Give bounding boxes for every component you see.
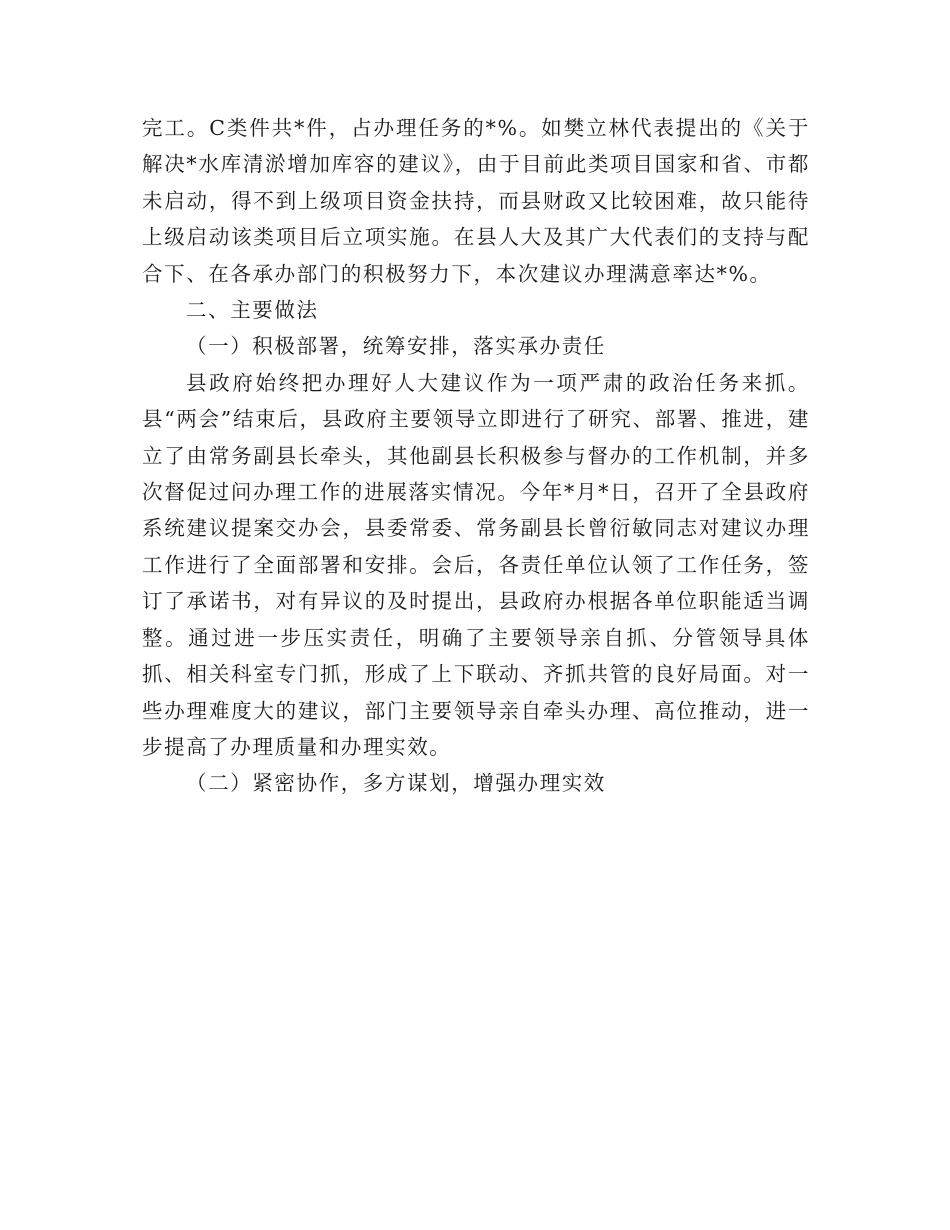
subsection-heading-2: （二）紧密协作，多方谋划，增强办理实效 xyxy=(186,771,606,796)
section-heading-main-practices: 二、主要做法 xyxy=(186,298,319,323)
paragraph-subsection-1-body: 县政府始终把办理好人大建议作为一项严肃的政治任务来抓。县“两会”结束后，县政府主要领导立即进行了研究、部署、推进，建立了由常务副县长牵头，其他副县长积极参与督办的工作机制，并多次督促过问办理工作的进展落实情况。今年*月*日，召开了全县政府系统建议提案交办会，县委常委、常务副县长曾衍敏同志对建议办理工作进行了全面部署和安排。会后，各责任单位认领了工作任务，签订了承诺书，对有异议的及时提出，县政府办根据各单位职能适当调整。通过进一步压实责任，明确了主要领导亲自抓、分管领导具体抓、相关科室专门抓，形成了上下联动、齐抓共管的良好局面。对一些办理难度大的建议，部门主要领导亲自牵头办理、高位推动，进一步提高了办理质量和办理实效。 xyxy=(142,370,810,759)
paragraph-continuation: 完工。C类件共*件，占办理任务的*%。如樊立林代表提出的《关于解决*水库清淤增加库容的建议》，由于目前此类项目国家和省、市都未启动，得不到上级项目资金扶持，而县财政又比较困难，故只能待上级启动该类项目后立项实施。在县人大及其广大代表们的支持与配合下、在各承办部门的积极努力下，本次建议办理满意率达*%。 xyxy=(142,116,810,286)
document-body xyxy=(142,110,810,802)
subsection-heading-1: （一）积极部署，统筹安排，落实承办责任 xyxy=(186,334,606,359)
